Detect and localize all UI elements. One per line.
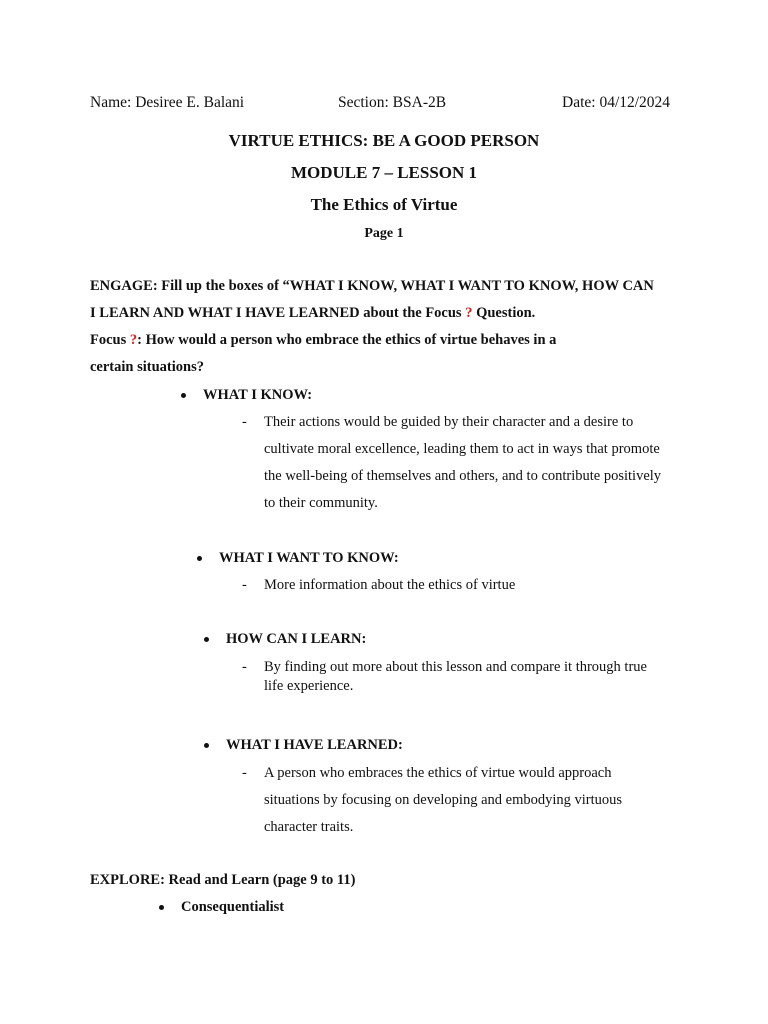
focus-question — [90, 332, 556, 349]
focus-question-line-2: certain situations? — [90, 359, 204, 375]
page-label: Page 1 — [364, 226, 404, 241]
bullet-icon — [181, 393, 186, 398]
what-i-have-learned-heading: WHAT I HAVE LEARNED: — [226, 737, 403, 753]
bullet-icon — [197, 556, 202, 561]
dash-icon: - — [242, 414, 247, 430]
lesson-title: The Ethics of Virtue — [310, 195, 458, 214]
explore-item-consequentialist: Consequentialist — [181, 899, 285, 915]
student-name: Name: Desiree E. Balani — [90, 94, 245, 111]
focus-label: Focus — [90, 332, 130, 348]
main-title: VIRTUE ETHICS: BE A GOOD PERSON — [228, 131, 540, 150]
know-line-2: cultivate moral excellence, leading them to act in ways that promote — [264, 441, 660, 457]
bullet-icon — [159, 905, 164, 910]
engage-line-2-text: I LEARN AND WHAT I HAVE LEARNED about the Focus — [90, 305, 466, 321]
what-i-want-to-know-heading: WHAT I WANT TO KNOW: — [219, 550, 399, 566]
learned-line-3: character traits. — [264, 819, 354, 835]
how-can-i-learn-heading: HOW CAN I LEARN: — [226, 631, 367, 647]
bullet-icon — [204, 743, 209, 748]
know-line-1: Their actions would be guided by their character and a desire to — [264, 414, 634, 430]
dash-icon: - — [242, 765, 247, 781]
focus-question-mark: ? — [465, 305, 473, 321]
learned-line-2: situations by focusing on developing and embodying virtuous — [264, 792, 623, 808]
focus-question-text: : How would a person who embrace the ethics of virtue behaves in a — [137, 332, 557, 348]
how-line-2: life experience. — [264, 678, 354, 694]
what-i-know-heading: WHAT I KNOW: — [203, 387, 313, 403]
student-section: Section: BSA-2B — [338, 94, 447, 111]
focus-question-mark-2: ? — [129, 332, 138, 348]
dash-icon: - — [242, 659, 247, 675]
learned-line-1: A person who embraces the ethics of virtue would approach — [264, 765, 612, 781]
dash-icon: - — [242, 577, 247, 593]
know-line-4: to their community. — [264, 495, 378, 511]
bullet-icon — [204, 637, 209, 642]
how-line-1: By finding out more about this lesson and compare it through true — [264, 659, 647, 675]
engage-line-1: ENGAGE: Fill up the boxes of “WHAT I KNOW, WHAT I WANT TO KNOW, HOW CAN — [90, 278, 654, 294]
know-line-3: the well-being of themselves and others, and to contribute positively — [264, 468, 662, 484]
want-line-1: More information about the ethics of virtue — [264, 577, 516, 593]
module-title: MODULE 7 – LESSON 1 — [290, 163, 478, 182]
document-date: Date: 04/12/2024 — [562, 94, 671, 111]
engage-line-2 — [90, 305, 535, 322]
engage-line-2-end: Question. — [472, 305, 536, 321]
explore-heading: EXPLORE: Read and Learn (page 9 to 11) — [90, 872, 356, 888]
